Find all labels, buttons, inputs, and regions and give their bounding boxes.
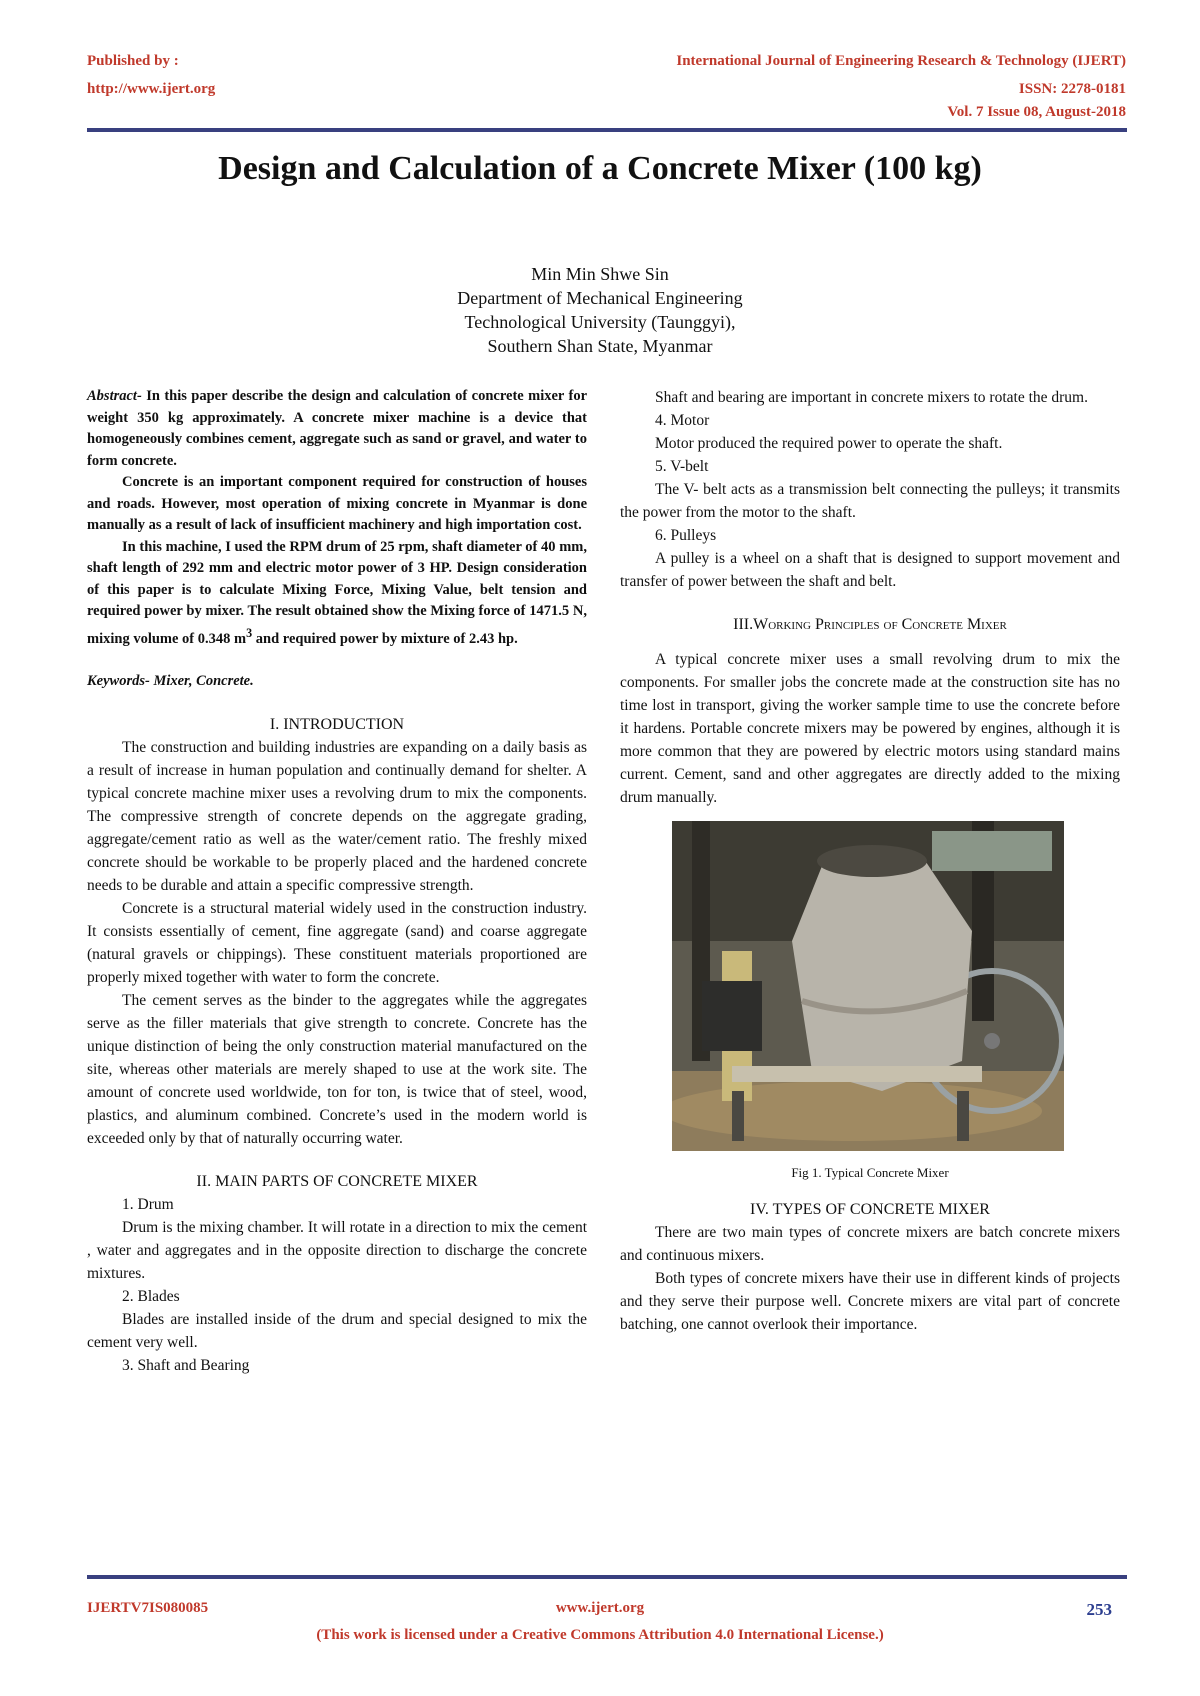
- shaft-heading: 3. Shaft and Bearing: [122, 1356, 250, 1374]
- vbelt-text: The V- belt acts as a transmission belt connecting the pulleys; it transmits the power from the motor to the shaft.: [620, 481, 1120, 521]
- journal-url[interactable]: http://www.ijert.org: [87, 81, 216, 97]
- pulleys-text: A pulley is a wheel on a shaft that is designed to support movement and transfer of power between the shaft and belt.: [620, 550, 1120, 590]
- shaft-text: Shaft and bearing are important in concrete mixers to rotate the drum.: [655, 389, 1088, 406]
- abstract-p3-text: In this machine, I used the RPM drum of 25 rpm, shaft diameter of 40 mm, shaft length of 292 mm and electric motor power of 3 HP. Design consideration of this paper is to calculate Mixing Force, Mixing Value, belt tension and required power by mixer. The result obtained show the Mixing force of 1471.5 N, mixing volume of 0.348 m: [87, 538, 587, 647]
- author-block: [0, 262, 1200, 358]
- intro-p1: The construction and building industries are expanding on a daily basis as a result of increase in human population and continually demand for shelter. A typical concrete machine mixer uses a revolving drum to mix the components. The compressive strength of concrete depends on the aggregate grading, aggregate/cement ratio as well as the water/cement ratio. The freshly mixed concrete should be workable to be properly placed and the hardened concrete needs to be durable and attain a specific compressive strength.: [87, 738, 587, 894]
- types-heading: IV. TYPES OF CONCRETE MIXER: [750, 1201, 990, 1218]
- blades-text: Blades are installed inside of the drum and special designed to mix the cement very well.: [87, 1310, 587, 1351]
- intro-p3: The cement serves as the binder to the aggregates while the aggregates serve as the filler materials that give strength to concrete. Concrete has the unique distinction of being the only construction material manufactured on the site, whereas other materials are merely shaped to use at the work site. The amount of concrete used worldwide, ton for ton, is twice that of steel, wood, plastics, and aluminum combined. Concrete’s used in the modern world is exceeded only by that of naturally occurring water.: [87, 991, 587, 1147]
- drum-heading: 1. Drum: [122, 1195, 174, 1213]
- journal-name: International Journal of Engineering Research & Technology (IJERT): [676, 53, 1126, 69]
- abstract-p2: Concrete is an important component required for construction of houses and roads. However, most operation of mixing concrete in Myanmar is done manually as a result of lack of insufficient machinery and high importation cost.: [87, 474, 587, 533]
- abstract-label: Abstract-: [87, 388, 142, 404]
- working-heading: III.Working Principles of Concrete Mixer: [733, 616, 1007, 633]
- motor-heading: 4. Motor: [655, 412, 710, 429]
- abstract-p3: [87, 537, 587, 650]
- blades-heading: 2. Blades: [122, 1287, 180, 1305]
- working-p1: A typical concrete mixer uses a small revolving drum to mix the components. For smaller jobs the concrete made at the construction site has no time lost in transport, giving the worker sample time to use the concrete before it hardens. Portable concrete mixers may be powered by engines, although it is more common that they are powered by electric motors using standard mains current. Cement, sand and other aggregates are directly added to the mixing drum manually.: [620, 651, 1120, 806]
- author-department: Department of Mechanical Engineering: [457, 288, 743, 308]
- abstract-p1: [87, 386, 587, 472]
- published-by: Published by :: [87, 53, 179, 69]
- abstract-p3-superscript: 3: [246, 625, 253, 640]
- motor-text: Motor produced the required power to operate the shaft.: [655, 435, 1003, 452]
- types-p1: There are two main types of concrete mixers are batch concrete mixers and continuous mixers.: [620, 1224, 1120, 1264]
- author-location: Southern Shan State, Myanmar: [487, 336, 713, 356]
- volume-issue: Vol. 7 Issue 08, August-2018: [947, 104, 1126, 120]
- paper-id: IJERTV7IS080085: [87, 1600, 209, 1616]
- footer-site[interactable]: www.ijert.org: [555, 1600, 645, 1616]
- license-note: (This work is licensed under a Creative Commons Attribution 4.0 International License.): [316, 1627, 884, 1643]
- vbelt-heading: 5. V-belt: [655, 458, 709, 475]
- intro-p2: Concrete is a structural material widely used in the construction industry. It consists essentially of cement, fine aggregate (sand) and coarse aggregate (natural gravels or chippings). These constituent materials proportioned are properly mixed together with water to form the concrete.: [87, 899, 587, 986]
- left-column: [87, 386, 587, 1377]
- concrete-mixer-figure: [672, 821, 1064, 1151]
- abstract-text: In this paper describe the design and calculation of concrete mixer for weight 350 kg approximately. A concrete mixer machine is a device that homogeneously combines cement, aggregate such as sand or gravel, and water to form concrete.: [87, 388, 588, 469]
- pulleys-heading: 6. Pulleys: [655, 527, 717, 544]
- paper-title: Design and Calculation of a Concrete Mixer (100 kg): [218, 150, 982, 187]
- author-university: Technological University (Taunggyi),: [464, 312, 736, 332]
- concrete-mixer-photo: [672, 821, 1064, 1151]
- main-parts-heading: II. MAIN PARTS OF CONCRETE MIXER: [196, 1172, 478, 1190]
- right-column: [620, 386, 1120, 1336]
- keywords: Keywords- Mixer, Concrete.: [87, 672, 254, 689]
- figure-caption: Fig 1. Typical Concrete Mixer: [791, 1165, 949, 1180]
- drum-text: Drum is the mixing chamber. It will rotate in a direction to mix the cement , water and aggregates and in the opposite direction to discharge the concrete mixtures.: [87, 1218, 587, 1282]
- types-p2: Both types of concrete mixers have their use in different kinds of projects and they serve their purpose well. Concrete mixers are vital part of concrete batching, one cannot overlook their importance.: [620, 1270, 1120, 1333]
- page-number: 253: [1086, 1600, 1112, 1619]
- intro-heading: I. INTRODUCTION: [269, 715, 405, 733]
- header-divider: [87, 128, 1127, 132]
- abstract-p3-tail: and required power by mixture of 2.43 hp.: [252, 630, 518, 647]
- author-name: Min Min Shwe Sin: [531, 264, 669, 284]
- issn: ISSN: 2278-0181: [1018, 81, 1126, 97]
- footer-divider: [87, 1575, 1127, 1579]
